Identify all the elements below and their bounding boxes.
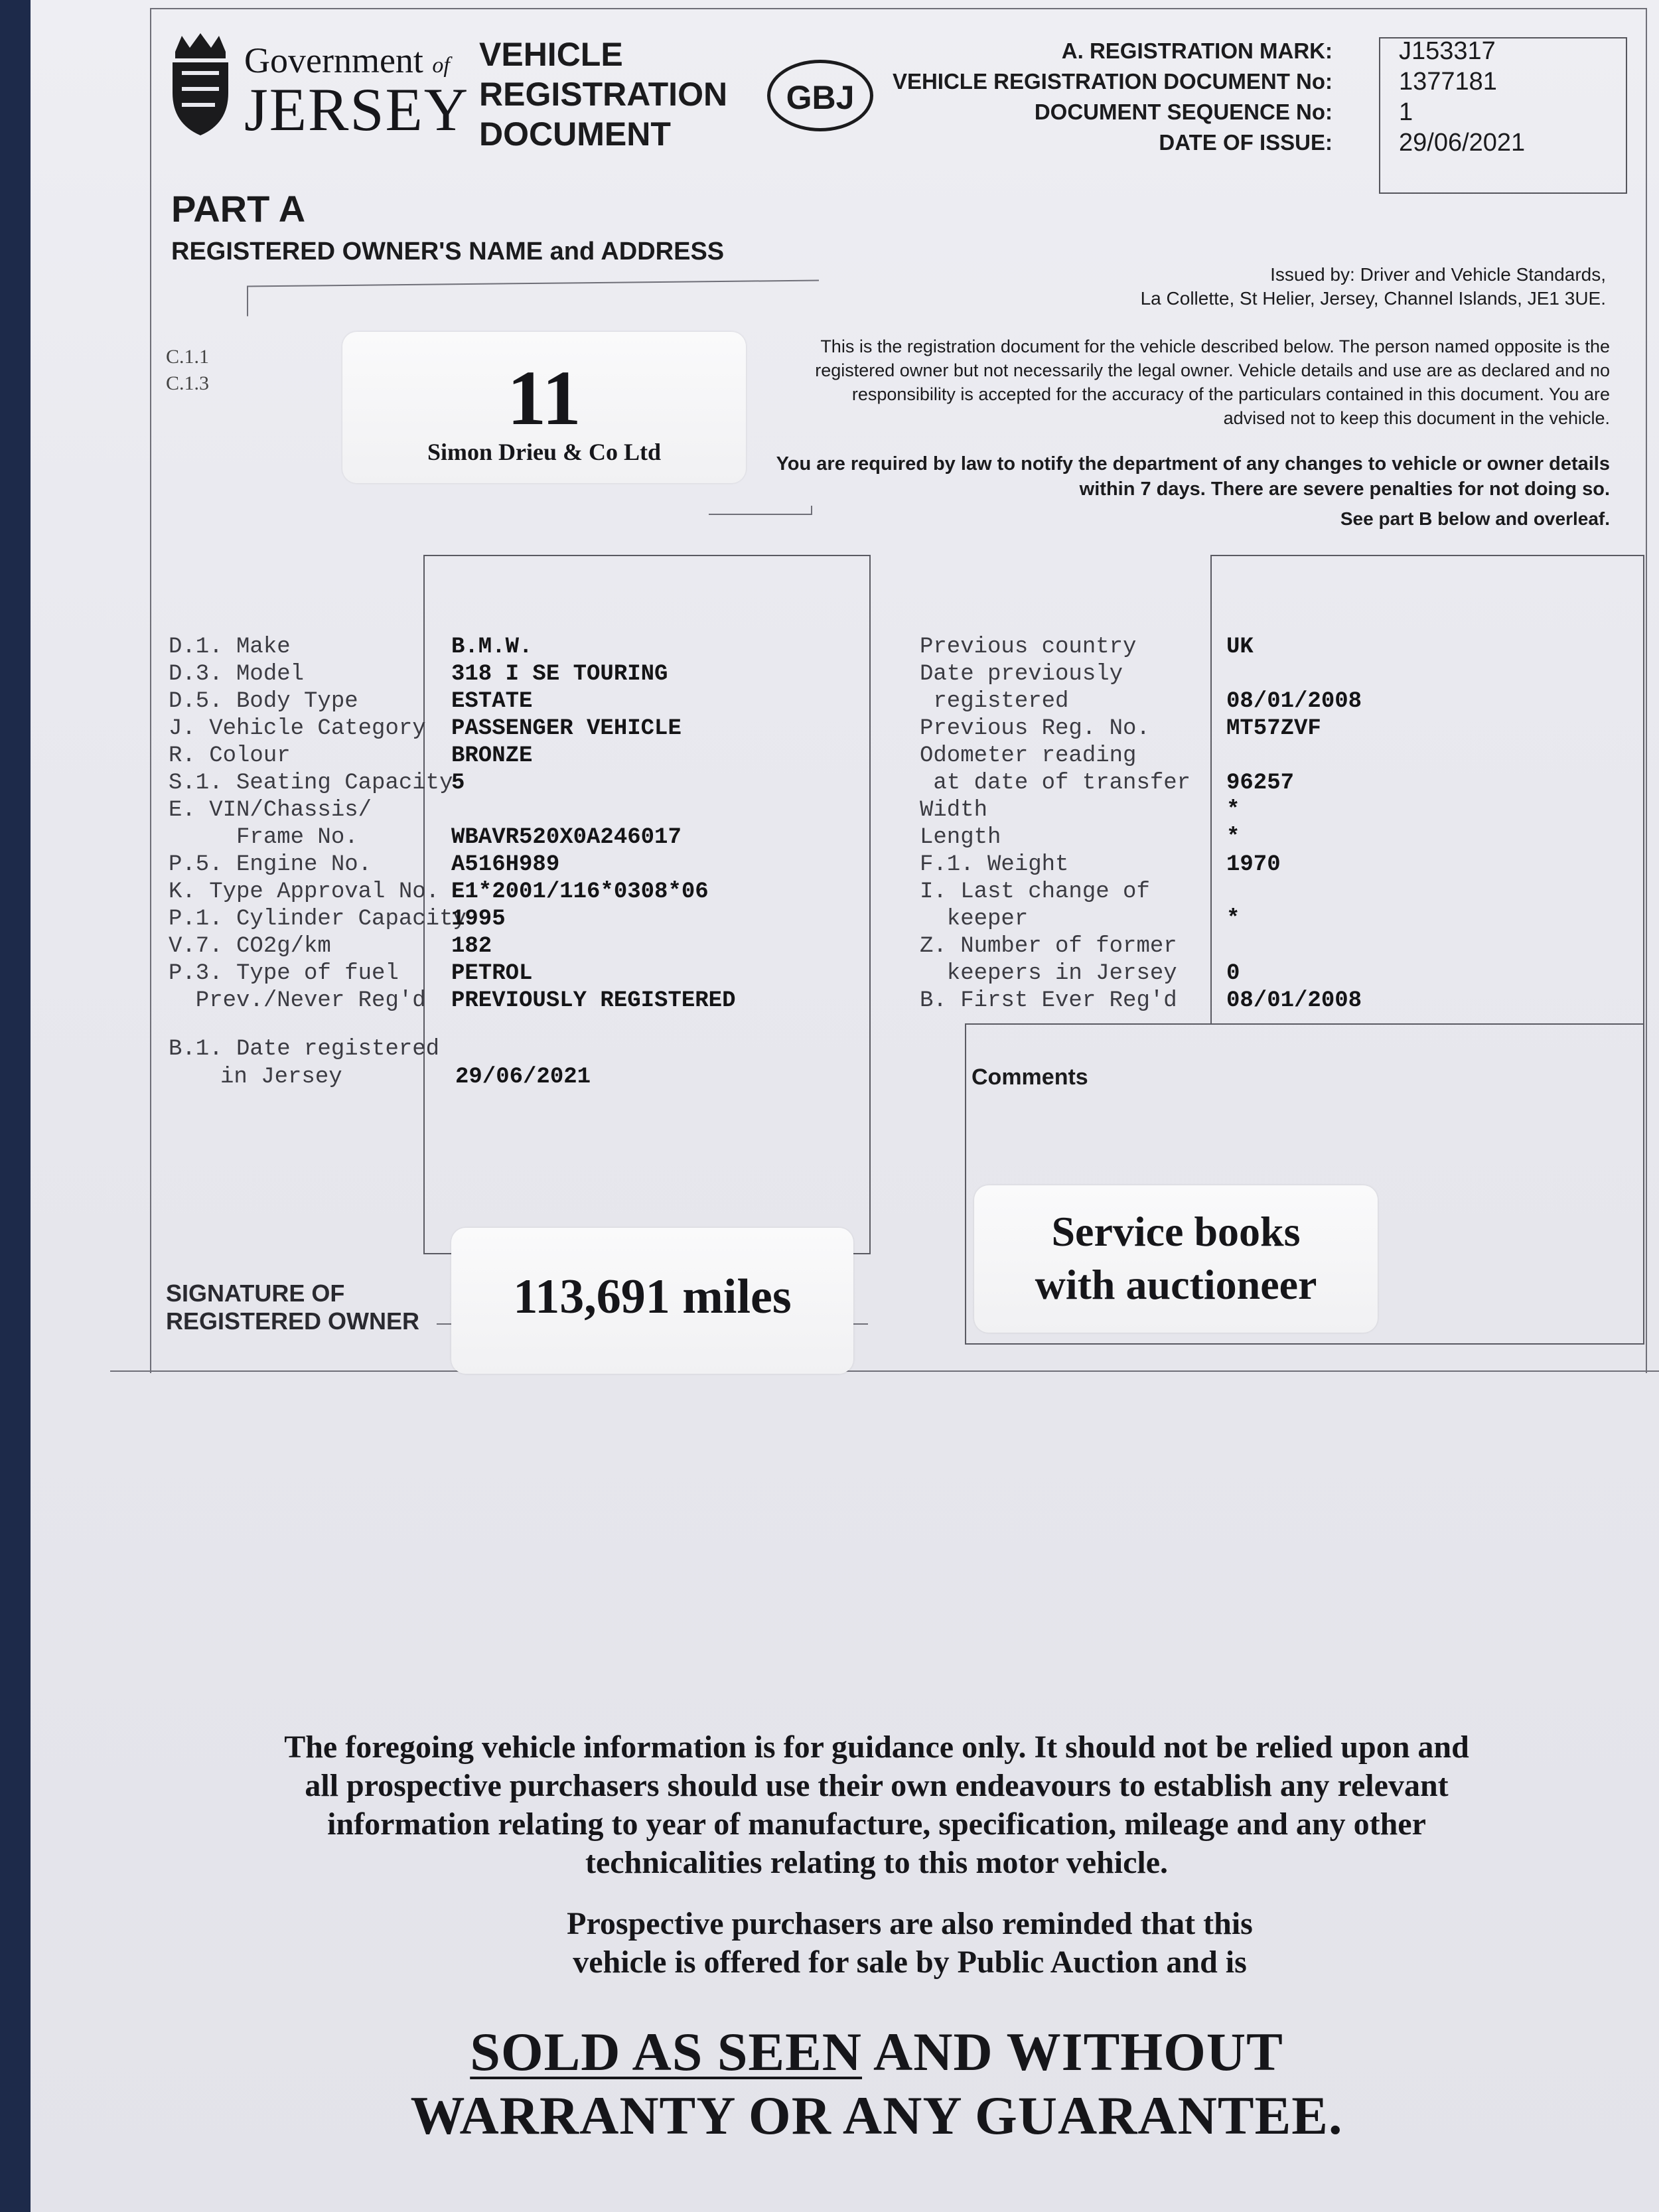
owner-heading: REGISTERED OWNER'S NAME and ADDRESS [171,238,725,265]
history-field-label: keepers in Jersey [920,961,1177,986]
document-page [31,0,1659,2212]
owner-bracket-bottom [709,506,812,515]
registration-mark-value: J153317 [1399,37,1496,65]
vehicle-field-label: J. Vehicle Category [169,716,426,741]
history-field-label: at date of transfer [920,771,1191,796]
sequence-number-label: DOCUMENT SEQUENCE No: [1034,100,1333,124]
vehicle-field-label: D.5. Body Type [169,689,358,714]
part-a-title: PART A [171,188,306,230]
date-registered-value: 29/06/2021 [455,1065,591,1090]
date-registered-label: B.1. Date registered [169,1037,440,1062]
vehicle-field-label: R. Colour [169,743,291,769]
history-field-label: Odometer reading [920,743,1137,769]
vehicle-field-value: PETROL [451,961,533,986]
vehicle-field-value: WBAVR520X0A246017 [451,825,682,850]
vehicle-field-value: ESTATE [451,689,533,714]
vehicle-field-value: E1*2001/116*0308*06 [451,879,709,905]
vehicle-field-value: BRONZE [451,743,533,769]
vehicle-field-label: D.1. Make [169,634,291,660]
vehicle-field-label: S.1. Seating Capacity [169,771,453,796]
signature-label: SIGNATURE OF REGISTERED OWNER [166,1280,420,1335]
history-field-value: UK [1226,634,1254,660]
history-field-value: 08/01/2008 [1226,988,1362,1013]
vehicle-field-label: Frame No. [169,825,358,850]
part-a-bottom-rule [110,1370,1659,1372]
vehicle-field-value: 182 [451,934,492,959]
vehicle-field-value: PASSENGER VEHICLE [451,716,682,741]
registration-mark-label: A. REGISTRATION MARK: [1061,38,1333,63]
vehicle-details-box [423,555,871,1254]
history-field-label: Width [920,798,988,823]
date-of-issue-value: 29/06/2021 [1399,129,1526,157]
service-books-note: Service books with auctioneer [1035,1208,1317,1308]
history-field-value: MT57ZVF [1226,716,1321,741]
jersey-crest-icon [167,32,234,138]
history-field-value: 08/01/2008 [1226,689,1362,714]
owner-bracket-top [247,279,819,316]
vehicle-field-label: Prev./Never Reg'd [169,988,426,1013]
history-field-label: registered [920,689,1069,714]
seller-name: Simon Drieu & Co Ltd [427,439,662,465]
history-field-label: I. Last change of [920,879,1150,905]
sequence-number-value: 1 [1399,98,1413,126]
issued-by: Issued by: Driver and Vehicle Standards, La Collette, St Helier, Jersey, Channel Islands, JE1 3UE. [1140,264,1606,309]
vehicle-field-value: 318 I SE TOURING [451,662,668,687]
history-field-label: Z. Number of former [920,934,1177,959]
date-of-issue-label: DATE OF ISSUE: [1159,130,1333,155]
country-code: GBJ [786,79,855,116]
history-field-value: * [1226,825,1240,850]
history-field-label: B. First Ever Reg'd [920,988,1177,1013]
legal-notice: You are required by law to notify the department of any changes to vehicle or owner details within 7 days. There are severe penalties for not doing so. [776,453,1610,500]
vehicle-field-label: P.3. Type of fuel [169,961,399,986]
lot-number: 11 [507,354,581,441]
vehicle-field-value: 1995 [451,907,506,932]
vehicle-field-value: B.M.W. [451,634,533,660]
owner-field-labels: C.1.1 C.1.3 [166,346,210,394]
government-of-label: Government of [244,40,450,80]
guidance-disclaimer: The foregoing vehicle information is for guidance only. It should not be relied upon and all prospective purchasers should use their own endeavours to establish any relevant information relating to year of manufacture, specification, mileage and any other technicalities relating to this motor vehicle. [284,1730,1469,1880]
document-number-label: VEHICLE REGISTRATION DOCUMENT No: [892,69,1333,94]
history-field-label: keeper [920,907,1029,932]
history-field-value: * [1226,907,1240,932]
vehicle-field-label: E. VIN/Chassis/ [169,798,372,823]
history-field-value: 96257 [1226,771,1295,796]
history-field-label: Previous country [920,634,1137,660]
sold-as-seen-notice: SOLD AS SEEN AND WITHOUT WARRANTY OR ANY GUARANTEE. [410,2022,1343,2146]
vehicle-field-label: P.1. Cylinder Capacity [169,907,467,932]
history-field-label: Length [920,825,1001,850]
vehicle-field-label: P.5. Engine No. [169,852,372,877]
history-field-value: 1970 [1226,852,1281,877]
comments-label: Comments [972,1065,1088,1090]
history-field-value: * [1226,798,1240,823]
registration-notice: This is the registration document for the vehicle described below. The person named opposite is the registered owner but not necessarily the legal owner. Vehicle details and use are as declared and no responsibility is accepted for the accuracy of the particulars contained in this document. You are advised not to keep this document in the vehicle. [815,336,1610,428]
auction-note: Prospective purchasers are also reminded that this vehicle is offered for sale by Public Auction and is [567,1906,1253,1980]
vehicle-field-label: K. Type Approval No. [169,879,440,905]
vehicle-field-value: PREVIOUSLY REGISTERED [451,988,736,1013]
vehicle-field-value: 5 [451,771,465,796]
vehicle-field-label: V.7. CO2g/km [169,934,331,959]
see-part-b-note: See part B below and overleaf. [1340,508,1610,529]
mileage-value: 113,691 miles [513,1270,792,1324]
jersey-wordmark: JERSEY [244,76,470,143]
history-field-value: 0 [1226,961,1240,986]
document-title: VEHICLE REGISTRATION DOCUMENT [479,36,728,153]
vehicle-field-label: D.3. Model [169,662,305,687]
history-field-label: F.1. Weight [920,852,1069,877]
document-number-value: 1377181 [1399,68,1497,96]
date-registered-label-2: in Jersey [220,1065,342,1090]
history-field-label: Previous Reg. No. [920,716,1150,741]
history-field-label: Date previously [920,662,1123,687]
vehicle-field-value: A516H989 [451,852,560,877]
